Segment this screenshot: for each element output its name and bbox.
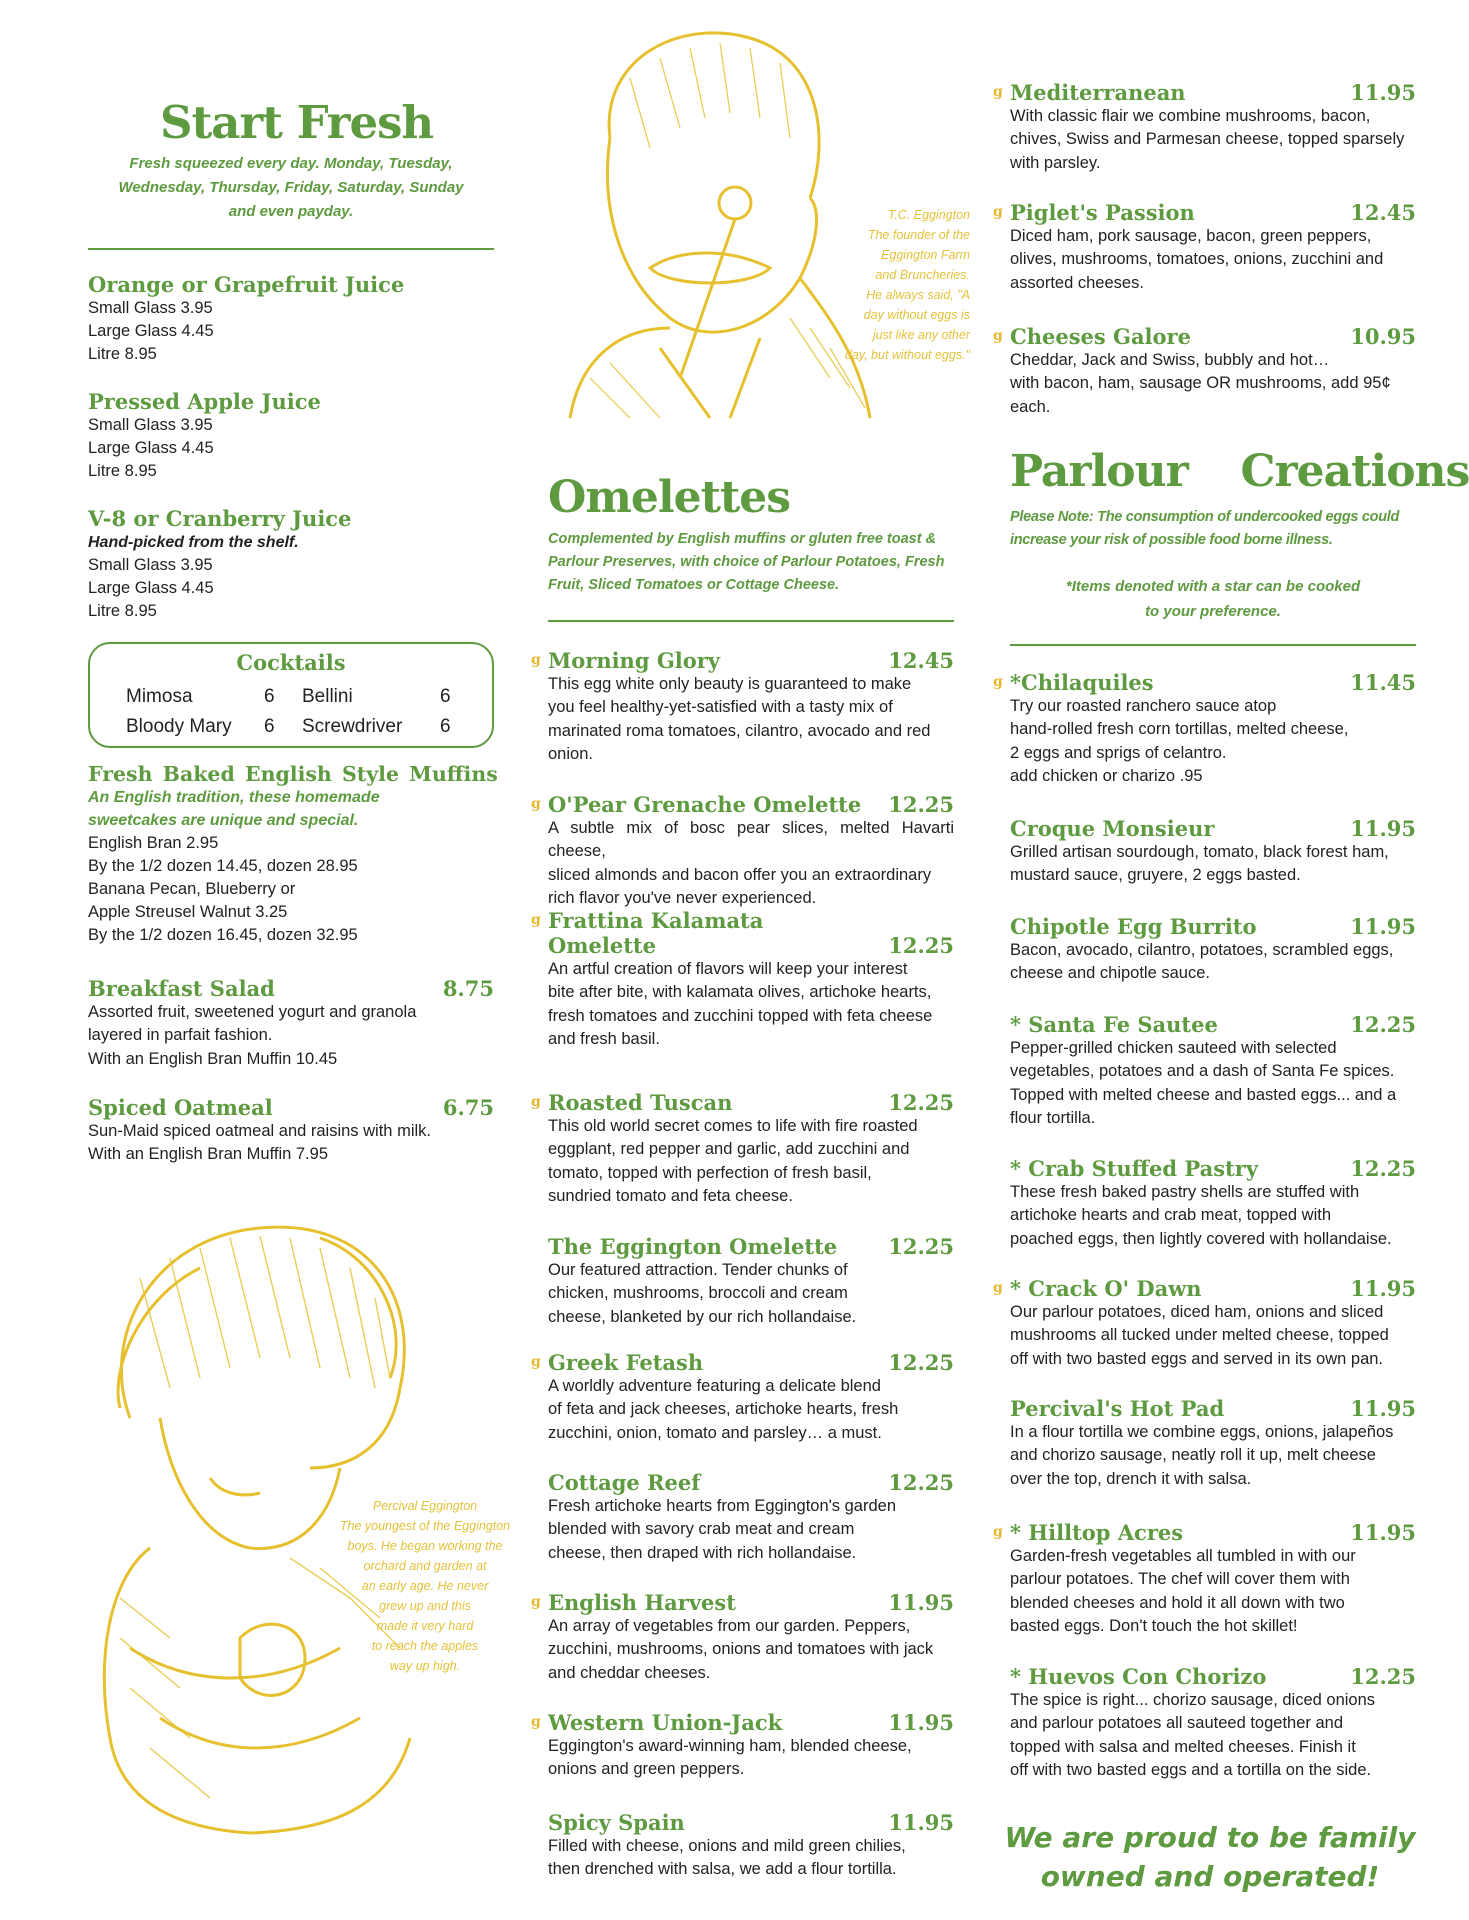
item-description: marinated roma tomatoes, cilantro, avocado and red xyxy=(548,721,931,740)
item-description: Cheddar, Jack and Swiss, bubbly and hot… xyxy=(1010,351,1330,369)
item-description: eggplant, red pepper and garlic, add zucchini and xyxy=(548,1140,910,1159)
gluten-free-icon: g xyxy=(531,1094,541,1110)
item-description: chicken, mushrooms, broccoli and cream xyxy=(548,1284,848,1303)
item-price: 12.25 xyxy=(888,1090,954,1115)
juice-orange-grapefruit: Orange or Grapefruit Juice Small Glass 3.95 Large Glass 4.45 Litre 8.95 xyxy=(88,272,494,366)
item-price: 12.25 xyxy=(1350,1156,1416,1181)
item-description: flour tortilla. xyxy=(1010,1109,1096,1128)
item-description: Fresh artichoke hearts from Eggington's garden xyxy=(548,1497,896,1515)
item-description: of feta and jack cheeses, artichoke hearts, fresh xyxy=(548,1400,899,1419)
item-description: This egg white only beauty is guaranteed to make xyxy=(548,675,912,693)
gluten-free-icon: g xyxy=(531,796,541,812)
item-description: The spice is right... chorizo sausage, diced onions xyxy=(1010,1691,1376,1709)
item-description: Our parlour potatoes, diced ham, onions and sliced xyxy=(1010,1303,1384,1321)
item-title: Morning Glory xyxy=(548,648,721,673)
item-description: with parsley. xyxy=(1010,153,1101,172)
gluten-free-icon: g xyxy=(531,1594,541,1610)
item-description: fresh tomatoes and zucchini topped with feta cheese xyxy=(548,1006,933,1025)
item-description: onion. xyxy=(548,745,593,764)
item-description: off with two basted eggs and a tortilla on the side. xyxy=(1010,1761,1372,1780)
item-description: blended cheeses and hold it all down with two xyxy=(1010,1593,1345,1612)
family-owned-tagline: We are proud to be family owned and operated! xyxy=(1004,1821,1416,1893)
item-title: Spicy Spain xyxy=(548,1810,685,1835)
item-title: Mediterranean xyxy=(1010,80,1186,105)
item-description: These fresh baked pastry shells are stuffed with xyxy=(1010,1183,1360,1201)
item-description: An artful creation of flavors will keep your interest xyxy=(548,960,908,978)
star-note: *Items denoted with a star can be cooked to your preference. xyxy=(1065,578,1361,620)
juice-apple: Pressed Apple Juice Small Glass 3.95 Large Glass 4.45 Litre 8.95 xyxy=(88,389,494,483)
menu-item xyxy=(531,1590,954,1685)
cocktail-name: Mimosa xyxy=(126,686,193,707)
menu-item xyxy=(531,1350,954,1445)
item-description: A worldly adventure featuring a delicate blend xyxy=(548,1377,881,1395)
menu-item xyxy=(531,1090,954,1209)
menu-item xyxy=(1010,1156,1416,1251)
item-description: basted eggs. Don't touch the hot skillet! xyxy=(1010,1617,1298,1636)
cocktails-title: Cocktails xyxy=(236,650,346,675)
item-price: 12.25 xyxy=(888,933,954,958)
item-price: 11.95 xyxy=(1350,816,1416,841)
start-fresh-title: Start Fresh xyxy=(160,96,434,149)
item-description: off with two basted eggs and served in its own pan. xyxy=(1010,1349,1384,1368)
item-description: you feel healthy-yet-satisfied with a tasty mix of xyxy=(548,698,893,717)
juice-v8-cranberry: V-8 or Cranberry Juice Hand-picked from the shelf. Small Glass 3.95 Large Glass 4.45 Litre 8.95 xyxy=(88,506,494,623)
item-description: poached eggs, then lightly covered with hollandaise. xyxy=(1010,1229,1392,1248)
item-description: An array of vegetables from our garden. Peppers, xyxy=(548,1617,911,1635)
item-price: 8.75 xyxy=(442,976,494,1001)
item-price: 11.95 xyxy=(888,1590,954,1615)
menu-item xyxy=(993,1520,1416,1639)
item-price: 11.95 xyxy=(1350,80,1416,105)
omelettes-title: Omelettes xyxy=(548,472,791,523)
menu-item xyxy=(1010,1664,1416,1783)
menu-item xyxy=(993,200,1416,295)
item-description: Garden-fresh vegetables all tumbled in with our xyxy=(1010,1547,1356,1565)
gluten-free-icon: g xyxy=(993,1524,1003,1540)
divider xyxy=(548,620,954,622)
item-price: 12.25 xyxy=(1350,1012,1416,1037)
item-title: * Santa Fe Sautee xyxy=(1010,1012,1218,1037)
menu-item xyxy=(993,324,1416,419)
gluten-free-icon: g xyxy=(531,652,541,668)
item-title: Breakfast Salad xyxy=(88,976,275,1001)
item-description: Diced ham, pork sausage, bacon, green peppers, xyxy=(1010,227,1372,245)
menu-item xyxy=(548,1234,954,1329)
item-title: Roasted Tuscan xyxy=(548,1090,733,1115)
item-price: 12.45 xyxy=(888,648,954,673)
item-price: 12.25 xyxy=(888,1350,954,1375)
item-title: Western Union-Jack xyxy=(548,1710,783,1735)
item-description: Eggington's award-winning ham, blended cheese, xyxy=(548,1737,912,1755)
item-description: parlour potatoes. The chef will cover them with xyxy=(1010,1570,1350,1589)
gluten-free-icon: g xyxy=(993,328,1003,344)
item-description: Try our roasted ranchero sauce atop xyxy=(1010,697,1277,715)
item-description: blended with savory crab meat and cream xyxy=(548,1520,855,1539)
cocktail-name: Bloody Mary xyxy=(126,716,232,737)
item-description: mustard sauce, gruyere, 2 eggs basted. xyxy=(1010,866,1301,885)
item-description: and cheddar cheeses. xyxy=(548,1663,711,1682)
divider xyxy=(1010,644,1416,646)
start-fresh-subtitle: Fresh squeezed every day. Monday, Tuesday, Wednesday, Thursday, Friday, Saturday, Sunday and even payday. xyxy=(118,155,464,220)
menu-item xyxy=(993,670,1416,789)
item-description: and chorizo sausage, neatly roll it up, melt cheese xyxy=(1010,1446,1376,1465)
cocktail-price: 6 xyxy=(264,686,275,707)
item-description: cheese, then draped with rich hollandaise. xyxy=(548,1543,857,1562)
item-description: with bacon, ham, sausage OR mushrooms, add 95¢ xyxy=(1010,374,1391,393)
item-description: rich flavor you've never experienced. xyxy=(548,889,817,908)
item-description: Filled with cheese, onions and mild green chilies, xyxy=(548,1837,906,1855)
item-description: zucchini, mushrooms, onions and tomatoes with jack xyxy=(548,1640,934,1659)
item-price: 11.95 xyxy=(1350,914,1416,939)
cocktail-name: Bellini xyxy=(302,686,353,707)
cocktails-box xyxy=(88,642,494,748)
item-description: tomato, topped with perfection of fresh basil, xyxy=(548,1163,872,1182)
item-description: and parlour potatoes all sauteed together and xyxy=(1010,1714,1343,1733)
item-title: Spiced Oatmeal xyxy=(88,1095,273,1120)
item-price: 11.45 xyxy=(1350,670,1416,695)
menu-item xyxy=(531,792,954,911)
food-safety-note: Please Note: The consumption of undercooked eggs could increase your risk of possible food borne illness. xyxy=(1010,509,1400,548)
menu-item xyxy=(1010,816,1416,888)
gluten-free-icon: g xyxy=(993,204,1003,220)
item-description: sliced almonds and bacon offer you an extraordinary xyxy=(548,865,932,884)
item-description: add chicken or charizo .95 xyxy=(1010,767,1203,786)
item-price: 12.25 xyxy=(888,1234,954,1259)
tc-eggington-caption: T.C. Eggington The founder of the Eggington Farm and Bruncheries. He always said, "A day without eggs is just like any other day, but without eggs." xyxy=(844,208,970,362)
item-description: Our featured attraction. Tender chunks of xyxy=(548,1261,848,1279)
item-title: Cottage Reef xyxy=(548,1470,701,1495)
item-price: 12.25 xyxy=(888,1470,954,1495)
item-description: chives, Swiss and Parmesan cheese, topped sparsely xyxy=(1010,130,1405,149)
item-title: V-8 or Cranberry Juice xyxy=(88,506,352,531)
item-description: bite after bite, with kalamata olives, artichoke hearts, xyxy=(548,983,932,1002)
item-note: Hand-picked from the shelf. xyxy=(88,534,299,551)
muffins-section: Fresh Baked English Style Muffins An English tradition, these homemade sweetcakes are unique and special. English Bran 2.95 By the 1/2 dozen 14.45, dozen 28.95 Banana Pecan, Blueberry or Apple Streusel Walnut 3.25 By the 1/2 dozen 16.45, dozen 32.95 xyxy=(88,762,498,944)
menu-item xyxy=(531,648,954,767)
item-title: Orange or Grapefruit Juice xyxy=(88,272,405,297)
item-title: Omelette xyxy=(548,933,656,958)
item-title: Fresh Baked English Style Muffins xyxy=(88,762,498,786)
cocktail-price: 6 xyxy=(440,716,451,737)
menu-item xyxy=(531,908,954,1052)
item-title: Frattina Kalamata xyxy=(548,908,764,933)
item-description: cheese and chipotle sauce. xyxy=(1010,964,1210,983)
menu-item xyxy=(1010,914,1416,986)
item-title: Percival's Hot Pad xyxy=(1010,1396,1225,1421)
item-description: and fresh basil. xyxy=(548,1030,660,1049)
item-description: cheese, blanketed by our rich hollandaise. xyxy=(548,1307,857,1326)
item-price: 11.95 xyxy=(1350,1520,1416,1545)
item-title: * Huevos Con Chorizo xyxy=(1010,1664,1267,1689)
menu-item xyxy=(993,1276,1416,1371)
item-price: 6.75 xyxy=(442,1095,494,1120)
item-title: Piglet's Passion xyxy=(1010,200,1195,225)
gluten-free-icon: g xyxy=(531,1354,541,1370)
spiced-oatmeal: Spiced Oatmeal 6.75 Sun-Maid spiced oatmeal and raisins with milk. With an English Bran Muffin 7.95 xyxy=(88,1095,494,1164)
item-description: assorted cheeses. xyxy=(1010,273,1144,292)
gluten-free-icon: g xyxy=(993,84,1003,100)
menu-item xyxy=(531,1710,954,1782)
menu-item xyxy=(548,1810,954,1882)
item-price: 11.95 xyxy=(1350,1276,1416,1301)
item-price: 10.95 xyxy=(1350,324,1416,349)
item-title: English Harvest xyxy=(548,1590,736,1615)
item-title: Pressed Apple Juice xyxy=(88,389,321,414)
gluten-free-icon: g xyxy=(531,912,541,928)
cocktail-price: 6 xyxy=(264,716,275,737)
item-description: olives, mushrooms, tomatoes, onions, zucchini and xyxy=(1010,250,1384,269)
gluten-free-icon: g xyxy=(531,1714,541,1730)
item-title: Greek Fetash xyxy=(548,1350,704,1375)
item-price: 12.25 xyxy=(1350,1664,1416,1689)
item-description: Topped with melted cheese and basted eggs... and a xyxy=(1010,1085,1397,1104)
item-description: 2 eggs and sprigs of celantro. xyxy=(1010,743,1227,762)
item-title: Croque Monsieur xyxy=(1010,816,1215,841)
item-description: Grilled artisan sourdough, tomato, black forest ham, xyxy=(1010,843,1389,861)
item-description: A subtle mix of bosc pear slices, melted Havarti cheese, xyxy=(548,819,954,861)
item-description: Pepper-grilled chicken sauteed with selected xyxy=(1010,1039,1337,1057)
gluten-free-icon: g xyxy=(993,1280,1003,1296)
item-title: Cheeses Galore xyxy=(1010,324,1191,349)
item-description: mushrooms all tucked under melted cheese, topped xyxy=(1010,1326,1389,1345)
item-description: hand-rolled fresh corn tortillas, melted cheese, xyxy=(1010,720,1349,739)
divider xyxy=(88,248,494,250)
menu-item xyxy=(1010,1396,1416,1491)
item-title: * Crack O' Dawn xyxy=(1010,1276,1202,1301)
item-description: onions and green peppers. xyxy=(548,1760,745,1779)
item-description: artichoke hearts and crab meat, topped with xyxy=(1010,1206,1332,1225)
breakfast-salad: Breakfast Salad 8.75 Assorted fruit, sweetened yogurt and granola layered in parfait fashion. With an English Bran Muffin 10.45 xyxy=(88,976,494,1068)
item-title: The Eggington Omelette xyxy=(548,1234,838,1259)
item-description: This old world secret comes to life with fire roasted xyxy=(548,1117,918,1135)
item-price: 11.95 xyxy=(888,1710,954,1735)
menu-item xyxy=(1010,1012,1416,1131)
cocktail-price: 6 xyxy=(440,686,451,707)
item-title: * Crab Stuffed Pastry xyxy=(1010,1156,1259,1181)
item-description: topped with salsa and melted cheeses. Finish it xyxy=(1010,1737,1356,1756)
item-description: Bacon, avocado, cilantro, potatoes, scrambled eggs, xyxy=(1010,941,1394,959)
item-description: In a flour tortilla we combine eggs, onions, jalapeños xyxy=(1010,1423,1394,1441)
item-description: With classic flair we combine mushrooms, bacon, xyxy=(1010,107,1371,125)
item-price: 12.45 xyxy=(1350,200,1416,225)
item-title: O'Pear Grenache Omelette xyxy=(548,792,862,817)
item-price: 12.25 xyxy=(888,792,954,817)
omelettes-subtitle: Complemented by English muffins or gluten free toast & Parlour Preserves, with choice of Parlour Potatoes, Fresh Fruit, Sliced Tomatoes or Cottage Cheese. xyxy=(548,531,945,593)
menu-item xyxy=(548,1470,954,1565)
item-title: * Hilltop Acres xyxy=(1010,1520,1184,1545)
percival-caption: Percival Eggington The youngest of the Eggington boys. He began working the orchard and garden at an early age. He never grew up and this made it very hard to reach the apples way up high. xyxy=(339,1499,511,1673)
item-description: zucchini, onion, tomato and parsley… a must. xyxy=(548,1423,882,1442)
menu-item xyxy=(993,80,1416,175)
item-description: vegetables, potatoes and a dash of Santa Fe spices. xyxy=(1010,1062,1395,1081)
item-description: sundried tomato and feta cheese. xyxy=(548,1187,793,1206)
item-price: 11.95 xyxy=(888,1810,954,1835)
item-description: then drenched with salsa, we add a flour tortilla. xyxy=(548,1860,897,1879)
item-title: *Chilaquiles xyxy=(1010,670,1154,695)
item-description: each. xyxy=(1010,397,1051,416)
item-title: Chipotle Egg Burrito xyxy=(1010,914,1257,939)
item-price: 11.95 xyxy=(1350,1396,1416,1421)
item-description: over the top, drench it with salsa. xyxy=(1010,1469,1252,1488)
gluten-free-icon: g xyxy=(993,674,1003,690)
parlour-creations-title: Parlour Creations xyxy=(1010,446,1469,497)
cocktail-name: Screwdriver xyxy=(302,716,403,737)
